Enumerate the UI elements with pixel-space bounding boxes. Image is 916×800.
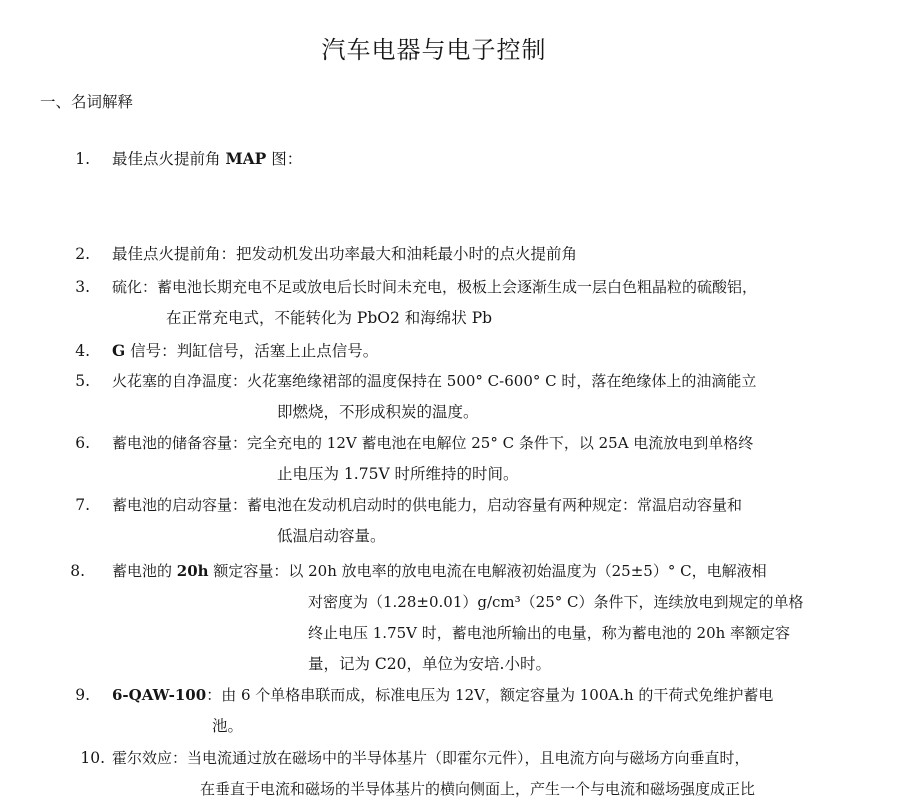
item-text [112,340,378,362]
item-definition: 蓄电池在发动机启动时的供电能力，启动容量有两种规定：常温启动容量和 [247,496,743,514]
item-definition: 完全充电的 12V 蓄电池在电解位 25° C 条件下，以 25A 电流放电到单格终 [247,434,754,452]
item-number: 4. [75,342,90,360]
item-definition: 图： [266,150,303,168]
item-text [112,243,577,265]
item-text [112,432,753,454]
item-term: 硫化： [112,278,158,296]
item-text [112,276,757,298]
item-number: 2. [75,245,90,263]
item-number: 10. [80,749,105,767]
item-term: 信号： [125,342,177,360]
item-continuation: 池。 [212,717,244,735]
item-number: 3. [75,278,90,296]
item-text [112,560,767,582]
item-number: 5. [75,372,90,390]
item-continuation: 在垂直于电流和磁场的半导体基片的横向侧面上，产生一个与电流和磁场强度成正比 [200,780,756,798]
item-definition: 由 6 个单格串联而成，标准电压为 12V，额定容量为 100A.h 的干荷式免维护蓄电 [221,686,774,704]
item-term-bold: G [112,341,126,360]
item-term: ： [206,686,222,704]
item-definition: 把发动机发出功率最大和油耗最小时的点火提前角 [236,245,578,263]
item-term: 霍尔效应： [112,749,188,767]
item-text [112,494,742,516]
item-term-bold: 6-QAW-100 [112,686,207,704]
item-continuation: 即燃烧，不形成积炭的温度。 [277,403,479,421]
item-text [112,148,302,170]
item-continuation: 低温启动容量。 [277,527,386,545]
item-text [112,684,773,706]
item-number: 9. [75,686,90,704]
item-continuation: 止电压为 1.75V 时所维持的时间。 [277,465,519,483]
item-term-tail: 额定容量： [208,562,289,580]
item-number: 6. [75,434,90,452]
document-title: 汽车电器与电子控制 [321,36,547,64]
item-text [112,747,750,769]
item-term: 最佳点火提前角： [112,245,237,263]
item-definition: 判缸信号，活塞上止点信号。 [176,342,379,360]
item-continuation: 终止电压 1.75V 时，蓄电池所输出的电量，称为蓄电池的 20h 率额定容 [308,624,791,642]
item-term: 蓄电池的启动容量： [112,496,248,514]
item-number: 7. [75,496,90,514]
item-number: 8. [70,562,85,580]
item-definition: 火花塞绝缘裙部的温度保持在 500° C-600° C 时，落在绝缘体上的油滴能立 [247,372,757,390]
item-text [112,370,756,392]
item-term: 蓄电池的 [112,562,177,580]
item-definition: 蓄电池长期充电不足或放电后长时间未充电，极板上会逐渐生成一层白色粗晶粒的硫酸铝， [157,278,758,296]
item-definition: 当电流通过放在磁场中的半导体基片（即霍尔元件），且电流方向与磁场方向垂直时， [187,749,750,767]
item-continuation: 在正常充电式，不能转化为 PbO2 和海绵状 Pb [166,309,493,327]
item-number: 1. [75,150,90,168]
item-term: 最佳点火提前角 [112,150,226,168]
section-heading: 一、名词解释 [40,93,134,111]
item-definition: 以 20h 放电率的放电电流在电解液初始温度为（25±5）° C，电解液相 [288,562,767,580]
item-term-bold: MAP [225,149,267,168]
item-continuation: 对密度为（1.28±0.01）g/cm³（25° C）条件下，连续放电到规定的单格 [308,593,804,611]
item-term: 火花塞的自净温度： [112,372,248,390]
item-term: 蓄电池的储备容量： [112,434,248,452]
item-term-bold: 20h [176,562,209,580]
item-continuation: 量，记为 C20，单位为安培.小时。 [308,655,551,673]
